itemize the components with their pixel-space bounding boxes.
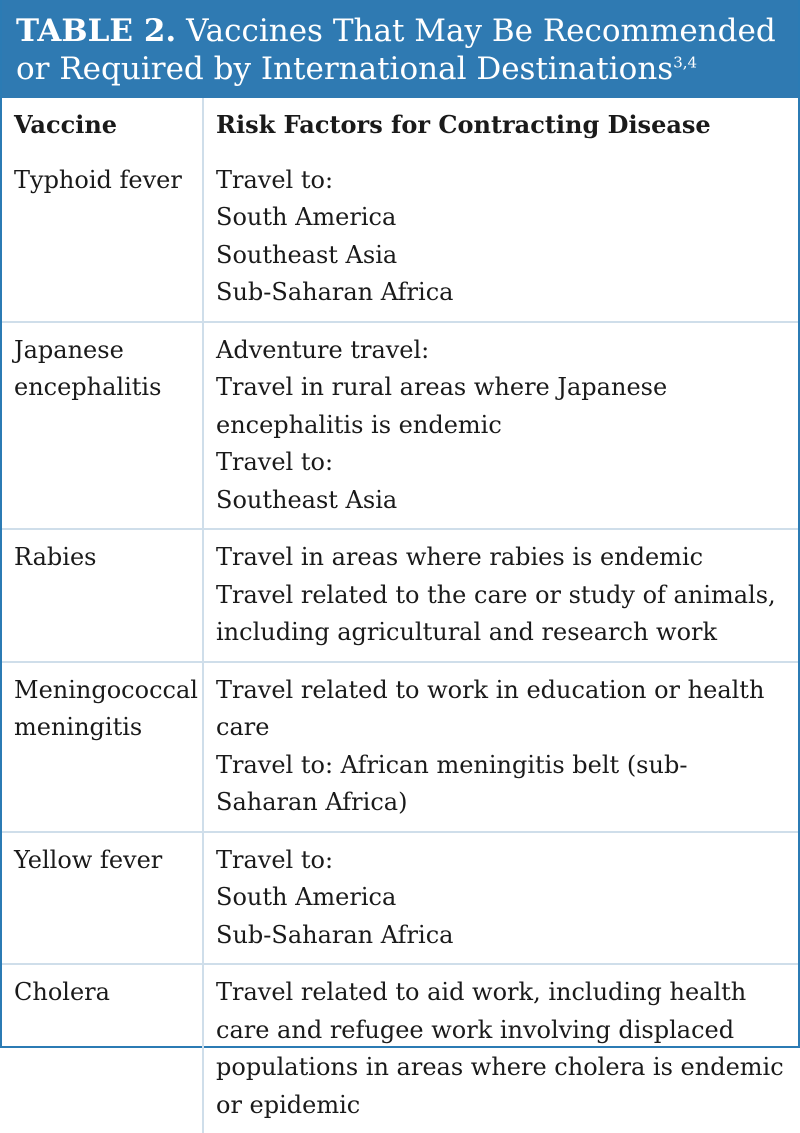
risk-factor-line: Travel related to aid work, including health care and refugee work involving displaced populations in areas where cholera is endemic or epidemic (216, 974, 786, 1124)
risk-factor-line: Southeast Asia (216, 237, 786, 275)
risk-factor-line: Travel in areas where rabies is endemic (216, 539, 786, 577)
vaccine-cell (2, 153, 203, 322)
table-row (2, 153, 798, 322)
vaccine-cell (2, 832, 203, 965)
risk-factor-line: Adventure travel: (216, 332, 786, 370)
table-row (2, 322, 798, 530)
risk-factor-line: Travel related to the care or study of animals, including agricultural and research work (216, 577, 786, 652)
vaccine-name-line: meningitis (14, 709, 190, 747)
table-title-text: Vaccines That May Be Recommended or Required by International Destinations (16, 13, 776, 87)
risk-factors-cell (203, 964, 798, 1133)
risk-factors-cell (203, 832, 798, 965)
risk-factor-line: Sub-Saharan Africa (216, 274, 786, 312)
vaccine-cell (2, 322, 203, 530)
vaccine-name-line: Meningococcal (14, 672, 190, 710)
column-header-risk-factors: Risk Factors for Contracting Disease (203, 98, 798, 153)
risk-factor-line: South America (216, 199, 786, 237)
vaccine-name-line: Typhoid fever (14, 162, 190, 200)
table-title-bar (2, 0, 798, 98)
table-row (2, 662, 798, 832)
risk-factor-line: Travel to: (216, 162, 786, 200)
vaccine-name-line: Japanese (14, 332, 190, 370)
vaccine-cell (2, 964, 203, 1133)
risk-factor-line: Travel to: (216, 842, 786, 880)
table-row (2, 964, 798, 1133)
risk-factors-cell (203, 153, 798, 322)
table-number: TABLE 2. (16, 13, 176, 49)
vaccine-name-line: Rabies (14, 539, 190, 577)
risk-factor-line: Sub-Saharan Africa (216, 917, 786, 955)
risk-factors-cell (203, 662, 798, 832)
risk-factor-line: Travel to: (216, 444, 786, 482)
risk-factor-line: Southeast Asia (216, 482, 786, 520)
vaccine-name-line: Cholera (14, 974, 190, 1012)
reference-superscript: 3,4 (673, 54, 697, 72)
header-row (2, 98, 798, 153)
risk-factor-line: South America (216, 879, 786, 917)
risk-factors-cell (203, 322, 798, 530)
risk-factor-line: Travel in rural areas where Japanese encephalitis is endemic (216, 369, 786, 444)
table-title (16, 12, 784, 88)
table-row (2, 832, 798, 965)
risk-factor-line: Travel related to work in education or health care (216, 672, 786, 747)
table-row (2, 529, 798, 662)
vaccine-cell (2, 662, 203, 832)
vaccines-table (2, 98, 798, 1133)
column-header-vaccine: Vaccine (2, 98, 203, 153)
vaccine-cell (2, 529, 203, 662)
table-body (2, 153, 798, 1133)
vaccine-name-line: Yellow fever (14, 842, 190, 880)
risk-factor-line: Travel to: African meningitis belt (sub-Saharan Africa) (216, 747, 786, 822)
vaccine-name-line: encephalitis (14, 369, 190, 407)
risk-factors-cell (203, 529, 798, 662)
